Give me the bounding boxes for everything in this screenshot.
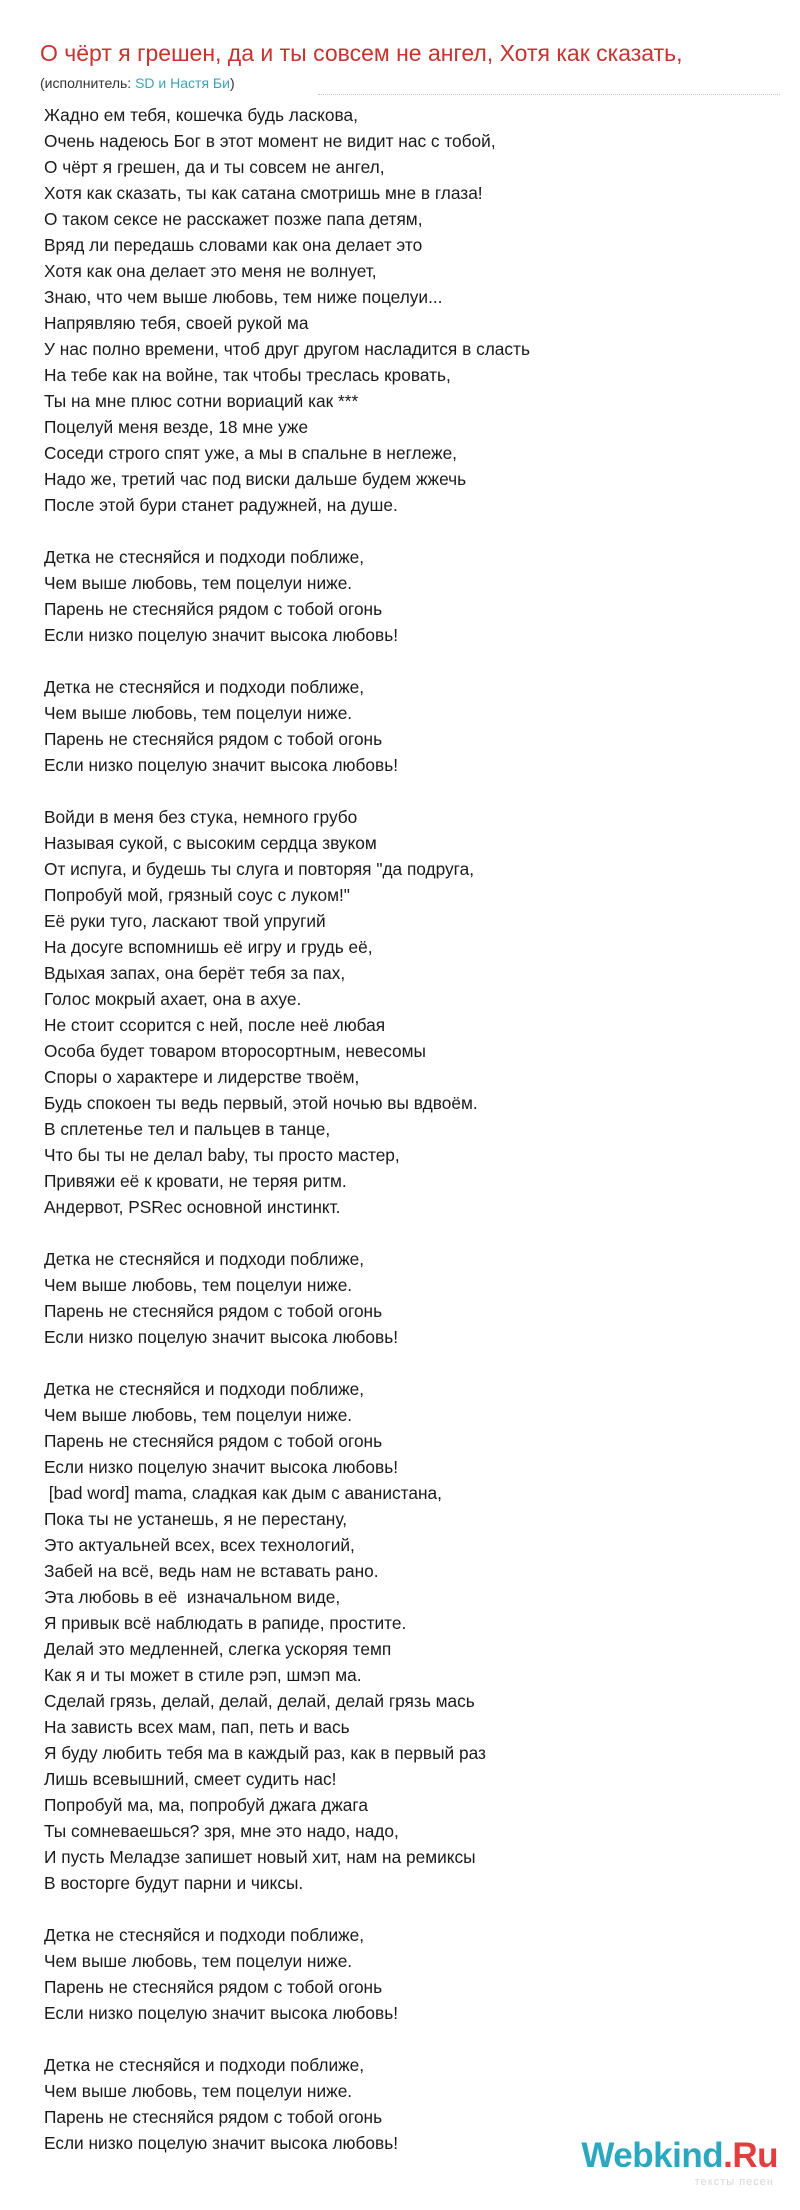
lyric-line: Я буду любить тебя ма в каждый раз, как в первый раз [44,1743,486,1763]
performer-link[interactable]: SD и Настя Би [135,75,230,91]
lyric-line: Я привык всё наблюдать в рапиде, простите. [44,1613,407,1633]
lyric-line: [bad word] mama, сладкая как дым с аванистана, [44,1483,442,1503]
lyric-line: Не стоит ссорится с ней, после неё любая [44,1015,386,1035]
lyric-line: Соседи строго спят уже, а мы в спальне в неглеже, [44,443,457,463]
performer-line [40,74,235,92]
lyric-line: Очень надеюсь Бог в этот момент не видит нас с тобой, [44,131,496,151]
lyric-line: Если низко поцелую значит высока любовь! [44,1327,399,1347]
performer-prefix: (исполнитель: [40,75,136,91]
lyric-line: Попробуй мой, грязный соус с луком!" [44,885,350,905]
lyric-line: Привяжи её к кровати, не теряя ритм. [44,1171,347,1191]
lyrics-text [44,102,764,2156]
lyric-line: Делай это медленней, слегка ускоряя темп [44,1639,392,1659]
lyric-line: Сделай грязь, делай, делай, делай, делай грязь мась [44,1691,475,1711]
lyric-line: Андервот, PSRec основной инстинкт. [44,1197,341,1217]
logo-name: Webkind [581,2136,724,2175]
lyric-line: Детка не стесняйся и подходи поближе, [44,2055,365,2075]
lyric-line: Если низко поцелую значит высока любовь! [44,1457,399,1477]
lyric-line: От испуга, и будешь ты слуга и повторяя "да подруга, [44,859,475,879]
site-logo[interactable] [580,2136,778,2192]
lyric-line: Называя сукой, с высоким сердца звуком [44,833,377,853]
lyric-line: Попробуй ма, ма, попробуй джага джага [44,1795,368,1815]
lyric-line: Парень не стесняйся рядом с тобой огонь [44,1301,383,1321]
lyric-line: Детка не стесняйся и подходи поближе, [44,1379,365,1399]
lyric-line: Поцелуй меня везде, 18 мне уже [44,417,309,437]
stanza-gap [44,648,764,674]
lyric-line: У нас полно времени, чтоб друг другом насладится в сласть [44,339,530,359]
lyric-line: О таком сексе не расскажет позже папа детям, [44,209,423,229]
lyric-line: Хотя как она делает это меня не волнует, [44,261,377,281]
lyric-line: Голос мокрый ахает, она в ахуе. [44,989,302,1009]
lyric-line: Забей на всё, ведь нам не вставать рано. [44,1561,379,1581]
stanza-gap [44,1896,764,1922]
lyric-line: Парень не стесняйся рядом с тобой огонь [44,1431,383,1451]
lyric-line: Детка не стесняйся и подходи поближе, [44,547,365,567]
lyric-line: Надо же, третий час под виски дальше будем жжечь [44,469,467,489]
lyric-line: Напрявляю тебя, своей рукой ма [44,313,309,333]
lyric-line: Эта любовь в её изначальном виде, [44,1587,341,1607]
lyric-line: Парень не стесняйся рядом с тобой огонь [44,729,383,749]
lyric-line: На досуге вспомнишь её игру и грудь её, [44,937,373,957]
stanza-gap [44,518,764,544]
lyric-line: Детка не стесняйся и подходи поближе, [44,1925,365,1945]
lyric-line: Как я и ты может в стиле рэп, шмэп ма. [44,1665,362,1685]
lyric-line: Детка не стесняйся и подходи поближе, [44,1249,365,1269]
stanza-gap [44,1350,764,1376]
lyric-line: Чем выше любовь, тем поцелуи ниже. [44,1951,353,1971]
lyric-line: Парень не стесняйся рядом с тобой огонь [44,2107,383,2127]
lyric-line: Детка не стесняйся и подходи поближе, [44,677,365,697]
lyric-line: Ты на мне плюс сотни вориаций как *** [44,391,359,411]
lyric-line: Чем выше любовь, тем поцелуи ниже. [44,573,353,593]
lyric-line: Это актуальней всех, всех технологий, [44,1535,355,1555]
lyric-line: На зависть всех мам, пап, петь и вась [44,1717,350,1737]
lyric-line: Чем выше любовь, тем поцелуи ниже. [44,703,353,723]
stanza-gap [44,2026,764,2052]
performer-suffix: ) [229,75,235,91]
logo-tagline: тексты песен [694,2176,774,2188]
logo-tld: .Ru [723,2136,778,2175]
lyric-line: Парень не стесняйся рядом с тобой огонь [44,1977,383,1997]
lyric-line: И пусть Меладзе запишет новый хит, нам на ремиксы [44,1847,476,1867]
song-title: О чёрт я грешен, да и ты совсем не ангел, Хотя как сказать, [40,40,683,66]
lyric-line: Пока ты не устанешь, я не перестану, [44,1509,348,1529]
lyric-line: Споры о характере и лидерстве твоём, [44,1067,360,1087]
lyric-line: На тебе как на войне, так чтобы треслась кровать, [44,365,451,385]
lyric-line: Если низко поцелую значит высока любовь! [44,625,399,645]
lyric-line: Хотя как сказать, ты как сатана смотришь мне в глаза! [44,183,483,203]
stanza-gap [44,1220,764,1246]
stanza-gap [44,778,764,804]
lyric-line: Вряд ли передашь словами как она делает это [44,235,423,255]
lyric-line: Что бы ты не делал baby, ты просто мастер, [44,1145,400,1165]
lyric-line: Особа будет товаром второсортным, невесомы [44,1041,426,1061]
lyric-line: О чёрт я грешен, да и ты совсем не ангел, [44,157,385,177]
lyric-line: Если низко поцелую значит высока любовь! [44,755,399,775]
lyric-line: После этой бури станет радужней, на душе. [44,495,398,515]
lyric-line: Её руки туго, ласкают твой упругий [44,911,326,931]
lyric-line: Чем выше любовь, тем поцелуи ниже. [44,2081,353,2101]
header-divider [318,94,780,95]
lyric-line: Если низко поцелую значит высока любовь! [44,2133,399,2153]
lyric-line: Вдыхая запах, она берёт тебя за пах, [44,963,346,983]
lyric-line: Знаю, что чем выше любовь, тем ниже поцелуи... [44,287,443,307]
lyric-line: Лишь всевышний, смеет судить нас! [44,1769,337,1789]
logo-wordmark [580,2136,778,2176]
lyric-line: Чем выше любовь, тем поцелуи ниже. [44,1275,353,1295]
lyric-line: Войди в меня без стука, немного грубо [44,807,358,827]
lyric-line: Чем выше любовь, тем поцелуи ниже. [44,1405,353,1425]
lyric-line: Парень не стесняйся рядом с тобой огонь [44,599,383,619]
lyric-line: Ты сомневаешься? зря, мне это надо, надо, [44,1821,399,1841]
lyric-line: Если низко поцелую значит высока любовь! [44,2003,399,2023]
lyric-line: В восторге будут парни и чиксы. [44,1873,304,1893]
lyric-line: В сплетенье тел и пальцев в танце, [44,1119,331,1139]
lyric-line: Жадно ем тебя, кошечка будь ласкова, [44,105,358,125]
lyric-line: Будь спокоен ты ведь первый, этой ночью вы вдвоём. [44,1093,478,1113]
